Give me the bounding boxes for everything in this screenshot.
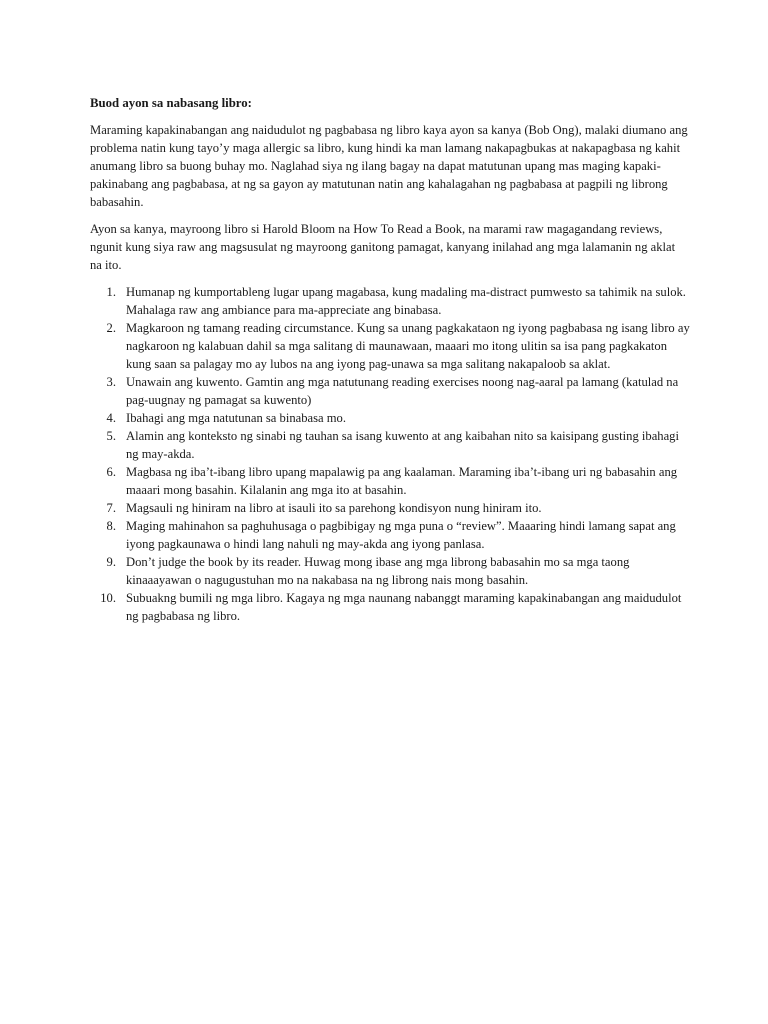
list-number: 5.	[106, 429, 116, 443]
list-item-text: Magsauli ng hiniram na libro at isauli ito sa parehong kondisyon nung hiniram ito.	[126, 501, 542, 515]
list-item	[90, 409, 690, 427]
list-item-text: Humanap ng kumportableng lugar upang magabasa, kung madaling ma-distract pumwesto sa tahimik na sulok. Mahalaga raw ang ambiance para ma-appreciate ang binabasa.	[126, 285, 686, 317]
list-item	[90, 553, 690, 589]
list-number: 7.	[106, 501, 116, 515]
list-number: 4.	[106, 411, 116, 425]
list-item-text: Maging mahinahon sa paghuhusaga o pagbibigay ng mga puna o “review”. Maaaring hindi lamang sapat ang iyong pagkaunawa o hindi lang nahuli ng may-akda ang iyong panlasa.	[126, 519, 676, 551]
list-item	[90, 373, 690, 409]
list-number: 8.	[106, 519, 116, 533]
list-item	[90, 517, 690, 553]
list-number: 6.	[106, 465, 116, 479]
list-item	[90, 499, 690, 517]
list-item	[90, 427, 690, 463]
list-number: 9.	[106, 555, 116, 569]
list-item-text: Alamin ang konteksto ng sinabi ng tauhan sa isang kuwento at ang kaibahan nito sa kaisipang gusting ibahagi ng may-akda.	[126, 429, 679, 461]
list-number: 3.	[106, 375, 116, 389]
list-number: 1.	[106, 285, 116, 299]
document-heading: Buod ayon sa nabasang libro:	[90, 96, 252, 110]
list-item	[90, 319, 690, 373]
list-item	[90, 283, 690, 319]
numbered-list	[90, 283, 690, 625]
second-paragraph: Ayon sa kanya, mayroong libro si Harold Bloom na How To Read a Book, na marami raw magagandang reviews, ngunit kung siya raw ang magsusulat ng mayroong ganitong pamagat, kanyang inilahad ang mga lalamanin ng aklat na ito.	[90, 222, 676, 272]
list-item	[90, 463, 690, 499]
list-item-text: Ibahagi ang mga natutunan sa binabasa mo.	[126, 411, 346, 425]
list-number: 2.	[106, 321, 116, 335]
list-item-text: Don’t judge the book by its reader. Huwag mong ibase ang mga librong babasahin mo sa mga taong kinaaayawan o nagugustuhan mo na nakabasa na ng librong nais mong basahin.	[126, 555, 630, 587]
list-item-text: Magbasa ng iba’t-ibang libro upang mapalawig pa ang kaalaman. Maraming iba’t-ibang uri ng babasahin ang maaari mong basahin. Kilalanin ang mga ito at basahin.	[126, 465, 678, 497]
list-item-text: Unawain ang kuwento. Gamtin ang mga natutunang reading exercises noong nag-aaral pa lamang (katulad na pag-uugnay ng pamagat sa kuwento)	[126, 375, 679, 407]
list-number: 10.	[100, 591, 116, 605]
list-item	[90, 589, 690, 625]
document-page	[90, 94, 690, 625]
list-item-text: Magkaroon ng tamang reading circumstance. Kung sa unang pagkakataon ng iyong pagbabasa ng isang libro ay nagkaroon ng kalabuan dahil sa mga salitang di maunawaan, maaari mo itong ulitin sa isa pang pagkakaton kung saan sa palagay mo ay lubos na ang iyong pag-unawa sa mga salitang nakapaloob sa aklat.	[126, 321, 690, 371]
intro-paragraph: Maraming kapakinabangan ang naidudulot ng pagbabasa ng libro kaya ayon sa kanya (Bob Ong), malaki diumano ang problema natin kung tayo’y maga allergic sa libro, kung hindi ka man lamang nakapagbukas at nakapagbasa ng kahit anumang libro sa buong buhay mo. Naglahad siya ng ilang bagay na dapat matutunan upang mas maging kapaki-pakinabang ang pagbabasa, at ng sa gayon ay matutunan natin ang kahalagahan ng pagbabasa at pagpili ng librong babasahin.	[90, 123, 688, 209]
list-item-text: Subuakng bumili ng mga libro. Kagaya ng mga naunang nabanggt maraming kapakinabangan ang maidudulot ng pagbabasa ng libro.	[126, 591, 682, 623]
